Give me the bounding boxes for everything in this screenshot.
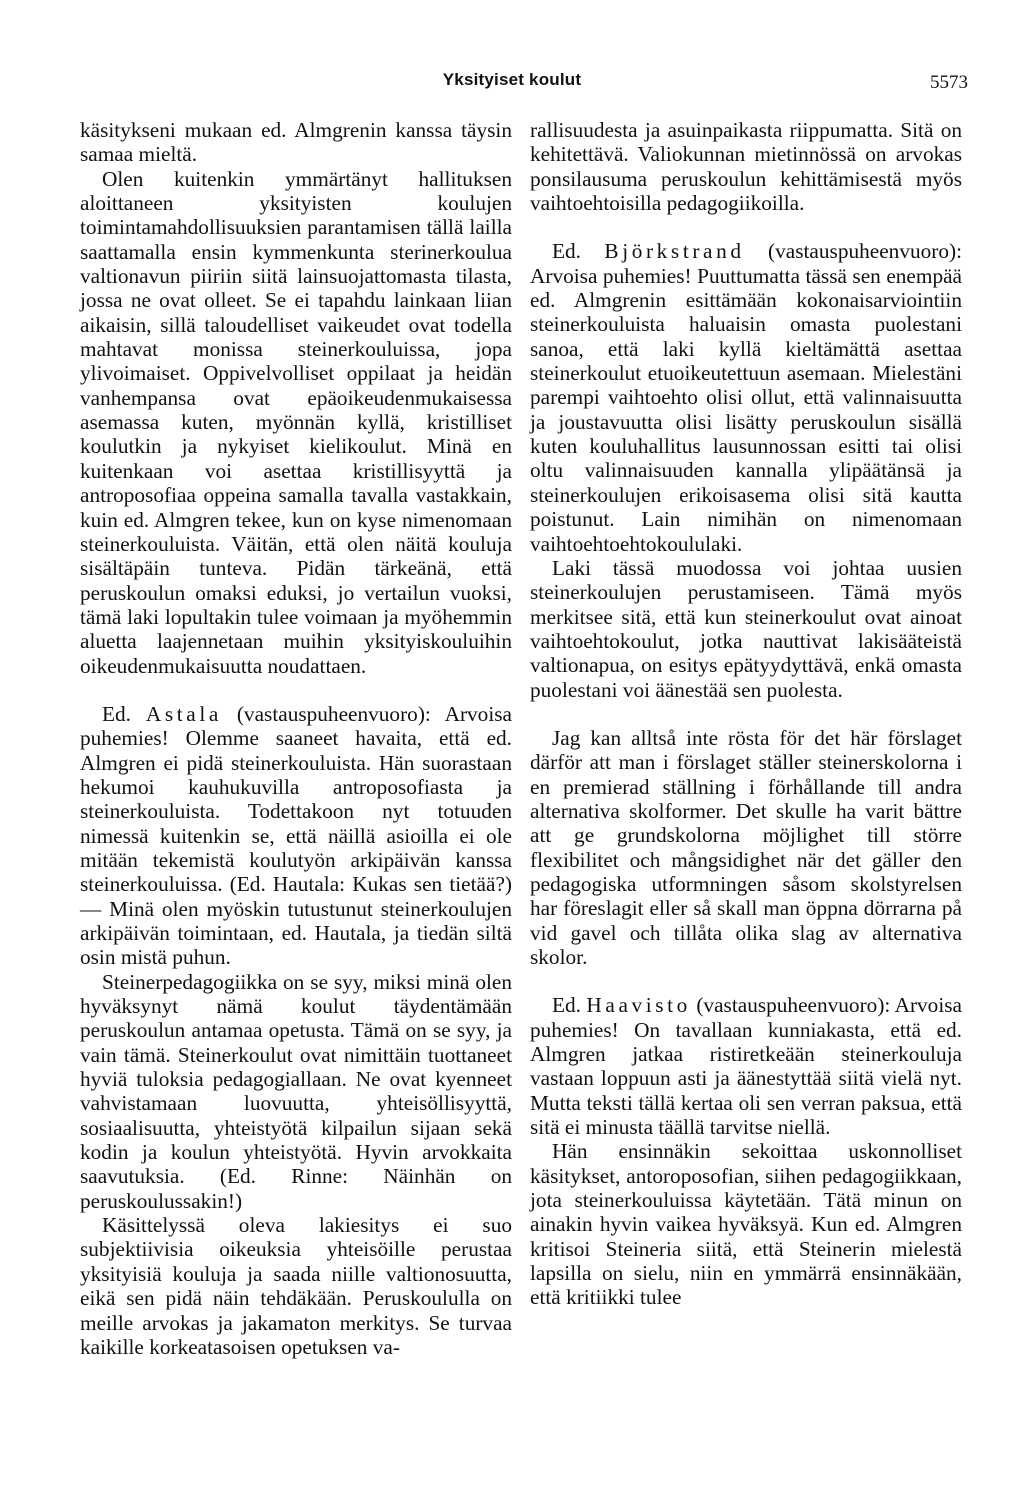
speech-text: (vastauspuheenvuoro): Arvoisa puhemies! Puuttumatta tässä sen enempää ed. Almgrenin esittämään kokonaisarviointiin steinerkouluista haluaisin omasta puolestani sanoa, että laki kyllä kieltämättä asettaa steinerkoulut etuoikeutettuun asemaan. Mielestäni parempi vaihtoehto olisi ollut, että valinnaisuutta ja joustavuutta olisi lisätty peruskoulun sisällä kuten kouluhallitus lausunnossan esitti tai olisi oltu valinnaisuuden kannalla ylipäätänsä ja steinerkoulujen erikoisasema olisi sitä kautta poistunut. Lain nimihän on nimenomaan vaihtoehtoehtokoululaki. xyxy=(530,239,963,556)
page-section-title: Yksityiset koulut xyxy=(442,70,582,89)
speaker-name: Haavisto xyxy=(586,993,691,1018)
page-number: 5573 xyxy=(930,72,968,93)
speaker-prefix: Ed. xyxy=(102,701,131,726)
paragraph-swedish: Jag kan alltså inte rösta för det här förslaget därför att man i förslaget ställer steinerskolorna i en premierad ställning i förhållande till andra alternativa skolformer. Det skulle ha varit bättre att ge grundskolorna möjlighet till större flexibilitet och mångsidighet när det gäller den pedagogiska utformningen såsom skolstyrelsen har föreslagit eller så skall man öppna dörrarna på vid gavel och tillåta olika slag av alternativa skolor. xyxy=(530,725,962,969)
speech-bjorkstrand xyxy=(530,239,962,555)
speech-astala xyxy=(80,702,512,970)
speaker-prefix: Ed. xyxy=(552,993,581,1018)
paragraph-continuation: rallisuudesta ja asuinpaikasta riippumatta. Sitä on kehitettävä. Valiokunnan mietinnössä on arvokas ponsilausuma peruskoulun kehittämisestä myös vaihtoehtoisilla pedagogiikoilla. xyxy=(530,118,962,216)
speaker-name: Astala xyxy=(145,701,222,726)
paragraph: Hän ensinnäkin sekoittaa uskonnolliset käsitykset, antoroposofian, siihen pedagogiikkaan, jota steinerkouluissa käytetään. Tätä minun on ainakin hyvin vaikea hyväksyä. Kun ed. Almgren kritisoi Steineria siitä, että Steinerin mielestä lapsilla on sielu, niin en ymmärrä ensinnäkään, että kritiikki tulee xyxy=(530,1139,962,1310)
speech-text: (vastauspuheenvuoro): Arvoisa puhemies! Olemme saaneet havaita, että ed. Almgren ei pidä steinerkouluista. Hän suorastaan hekumoi kauhukuvilla antroposofiasta ja steinerkouluista. Todettakoon nyt totuuden nimessä kuitenkin se, että näillä asioilla ei ole mitään tekemistä koulutyön arkipäivän kanssa steinerkouluissa. (Ed. Hautala: Kukas sen tietää?) — Minä olen myöskin tutustunut steinerkoulujen arkipäivän toimintaan, ed. Hautala, ja tiedän siltä osin mistä puhun. xyxy=(80,701,512,970)
paragraph: Olen kuitenkin ymmärtänyt hallituksen aloittaneen yksityisten koulujen toimintamahdollisuuksien parantamisen tällä lailla saattamalla ensin kymmenkunta sterinerkoulua valtionavun piiriin siitä lainsuojattomasta tilasta, jossa ne ovat olleet. Se ei tapahdu lainkaan liian aikaisin, sillä taloudelliset vaikeudet ovat todella mahtavat monissa steinerkouluissa, jopa ylivoimaiset. Oppivelvolliset oppilaat ja heidän vanhempansa ovat epäoikeudenmukaisessa asemassa kuten, myönnän kyllä, kristilliset koulutkin ja nykyiset kielikoulut. Minä en kuitenkaan voi asettaa kristillisyyttä ja antroposofiaa oppeina samalla tavalla vastakkain, kuin ed. Almgren tekee, kun on kyse nimenomaan steinerkouluista. Väitän, että olen näitä kouluja sisältäpäin tunteva. Pidän tärkeänä, että peruskoulun omaksi eduksi, jo vertailun vuoksi, tämä laki lopultakin tulee voimaan ja myöhemmin aluetta laajennetaan muihin yksityiskouluihin oikeudenmukaisuutta noudattaen. xyxy=(80,166,512,678)
paragraph-continuation: käsitykseni mukaan ed. Almgrenin kanssa täysin samaa mieltä. xyxy=(80,118,512,167)
paragraph: Käsittelyssä oleva lakiesitys ei suo subjektiivisia oikeuksia yhteisöille perustaa yksityisiä kouluja ja saada niille valtionosuutta, eikä sen pidä näin tehdäkään. Peruskoululla on meille arvokas ja jakamaton merkitys. Se turvaa kaikille korkeatasoisen opetuksen va- xyxy=(80,1213,512,1359)
running-header xyxy=(0,70,1024,100)
speaker-prefix: Ed. xyxy=(552,239,581,264)
speech-haavisto xyxy=(530,993,962,1139)
right-text-column xyxy=(530,118,962,1310)
paragraph: Laki tässä muodossa voi johtaa uusien steinerkoulujen perustamiseen. Tämä myös merkitsee sitä, että kun steinerkoulut ovat ainoat vaihtoehtokoulut, jotka nauttivat lakisääteistä valtionapua, on esitys epätyydyttävä, enkä omasta puolestani voi äänestää sen puolesta. xyxy=(530,555,962,702)
left-text-column xyxy=(80,118,512,1359)
paragraph: Steinerpedagogiikka on se syy, miksi minä olen hyväksynyt nämä koulut täydentämään peruskoulun antamaa opetusta. Tämä on se syy, ja vain tämä. Steinerkoulut ovat nimittäin tuottaneet hyviä tuloksia pedagogiallaan. Ne ovat kyenneet vahvistamaan luovuutta, yhteisöllisyyttä, sosiaalisuutta, yhteistyötä kilpailun sijaan sekä kodin ja koulun yhteistyötä. Hyvin arvokkaita saavutuksia. (Ed. Rinne: Näinhän on peruskoulussakin!) xyxy=(80,969,512,1213)
speech-text: (vastauspuheenvuoro): Arvoisa puhemies! On tavallaan kunniakasta, että ed. Almgren jatkaa ristiretkeään steinerkouluja vastaan loppuun asti ja äänestyttää siitä vielä nyt. Mutta teksti tällä kertaa oli sen verran paksua, että sitä ei minusta täällä tarvitse niellä. xyxy=(530,993,962,1140)
speaker-name: Björkstrand xyxy=(604,239,745,264)
